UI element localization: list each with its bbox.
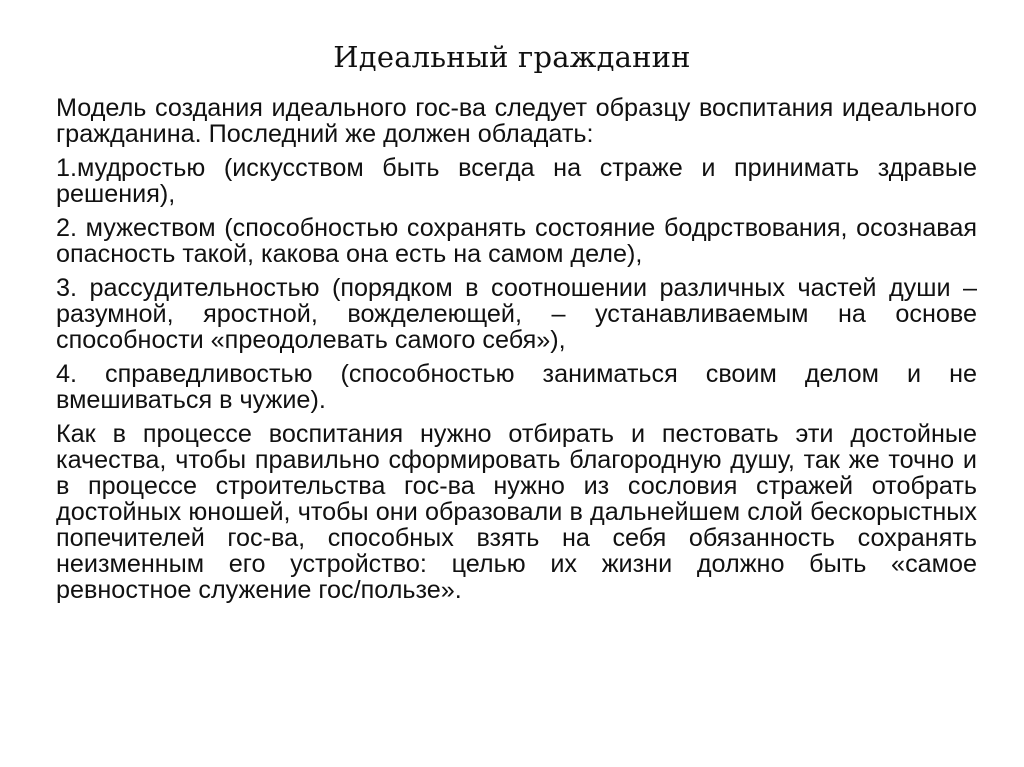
paragraph-conclusion: Как в процессе воспитания нужно отбирать и пестовать эти достойные качества, чтобы правильно сформировать благородную душу, так же точно и в процессе строительства гос-ва нужно из сословия стражей отобрать достойных юношей, чтобы они образовали в дальнейшем слой бескорыстных попечителей гос-ва, способных взять на себя обязанность сохранять неизменным его устройство: целью их жизни должно быть «самое ревностное служение гос/пользе». [56,420,977,604]
slide-title: Идеальный гражданин [333,40,691,74]
paragraph-justice: 4. справедливостью (способностью заниматься своим делом и не вмешиваться в чужие). [56,360,977,414]
paragraph-prudence: 3. рассудительностью (порядком в соотношении различных частей души – разумной, яростной, вожделеющей, – устанавливаемым на основе способности «преодолевать самого себя»), [56,274,977,354]
paragraph-wisdom: 1.мудростью (искусством быть всегда на страже и принимать здравые решения), [56,154,977,208]
paragraph-courage: 2. мужеством (способностью сохранять состояние бодрствования, осознавая опасность такой, какова она есть на самом деле), [56,214,977,268]
paragraph-intro: Модель создания идеального гос-ва следует образцу воспитания идеального гражданина. Последний же должен обладать: [56,94,977,148]
slide-body [56,95,977,613]
